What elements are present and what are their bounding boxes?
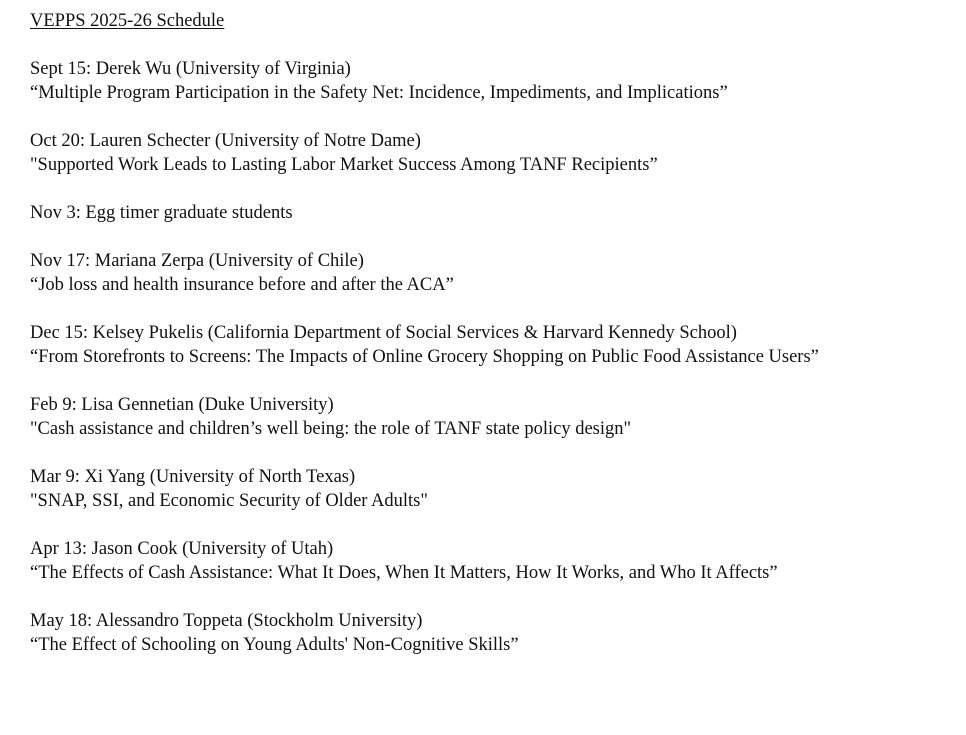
entry-talk-title: “From Storefronts to Screens: The Impacts of Online Grocery Shopping on Public Food Assistance Users” <box>30 347 819 367</box>
page-title: VEPPS 2025-26 Schedule <box>30 11 225 31</box>
entry-header: Dec 15: Kelsey Pukelis (California Department of Social Services & Harvard Kennedy School) <box>30 323 737 343</box>
schedule-entry-nov-17 <box>30 249 930 297</box>
entry-header: Nov 17: Mariana Zerpa (University of Chile) <box>30 251 364 271</box>
schedule-entry-may-18 <box>30 609 930 657</box>
entry-header: May 18: Alessandro Toppeta (Stockholm University) <box>30 611 423 631</box>
entry-talk-title: “The Effects of Cash Assistance: What It Does, When It Matters, How It Works, and Who It Affects” <box>30 563 778 583</box>
entry-talk-title: "Supported Work Leads to Lasting Labor Market Success Among TANF Recipients” <box>30 155 658 175</box>
entry-header: Apr 13: Jason Cook (University of Utah) <box>30 539 334 559</box>
entry-talk-title: “The Effect of Schooling on Young Adults' Non-Cognitive Skills” <box>30 635 519 655</box>
entry-header: Sept 15: Derek Wu (University of Virginia) <box>30 59 351 79</box>
schedule-list <box>30 57 930 681</box>
entry-header: Nov 3: Egg timer graduate students <box>30 203 293 223</box>
schedule-entry-feb-9 <box>30 393 930 441</box>
entry-header: Feb 9: Lisa Gennetian (Duke University) <box>30 395 334 415</box>
schedule-entry-oct-20 <box>30 129 930 177</box>
entry-header: Mar 9: Xi Yang (University of North Texas) <box>30 467 356 487</box>
schedule-entry-sept-15 <box>30 57 930 105</box>
entry-talk-title: "SNAP, SSI, and Economic Security of Older Adults" <box>30 491 428 511</box>
entry-talk-title: “Multiple Program Participation in the Safety Net: Incidence, Impediments, and Implications” <box>30 83 728 103</box>
entry-talk-title: "Cash assistance and children’s well being: the role of TANF state policy design" <box>30 419 632 439</box>
entry-header: Oct 20: Lauren Schecter (University of Notre Dame) <box>30 131 421 151</box>
schedule-entry-nov-3 <box>30 201 930 225</box>
schedule-entry-dec-15 <box>30 321 930 369</box>
schedule-entry-apr-13 <box>30 537 930 585</box>
entry-talk-title: “Job loss and health insurance before and after the ACA” <box>30 275 454 295</box>
schedule-entry-mar-9 <box>30 465 930 513</box>
